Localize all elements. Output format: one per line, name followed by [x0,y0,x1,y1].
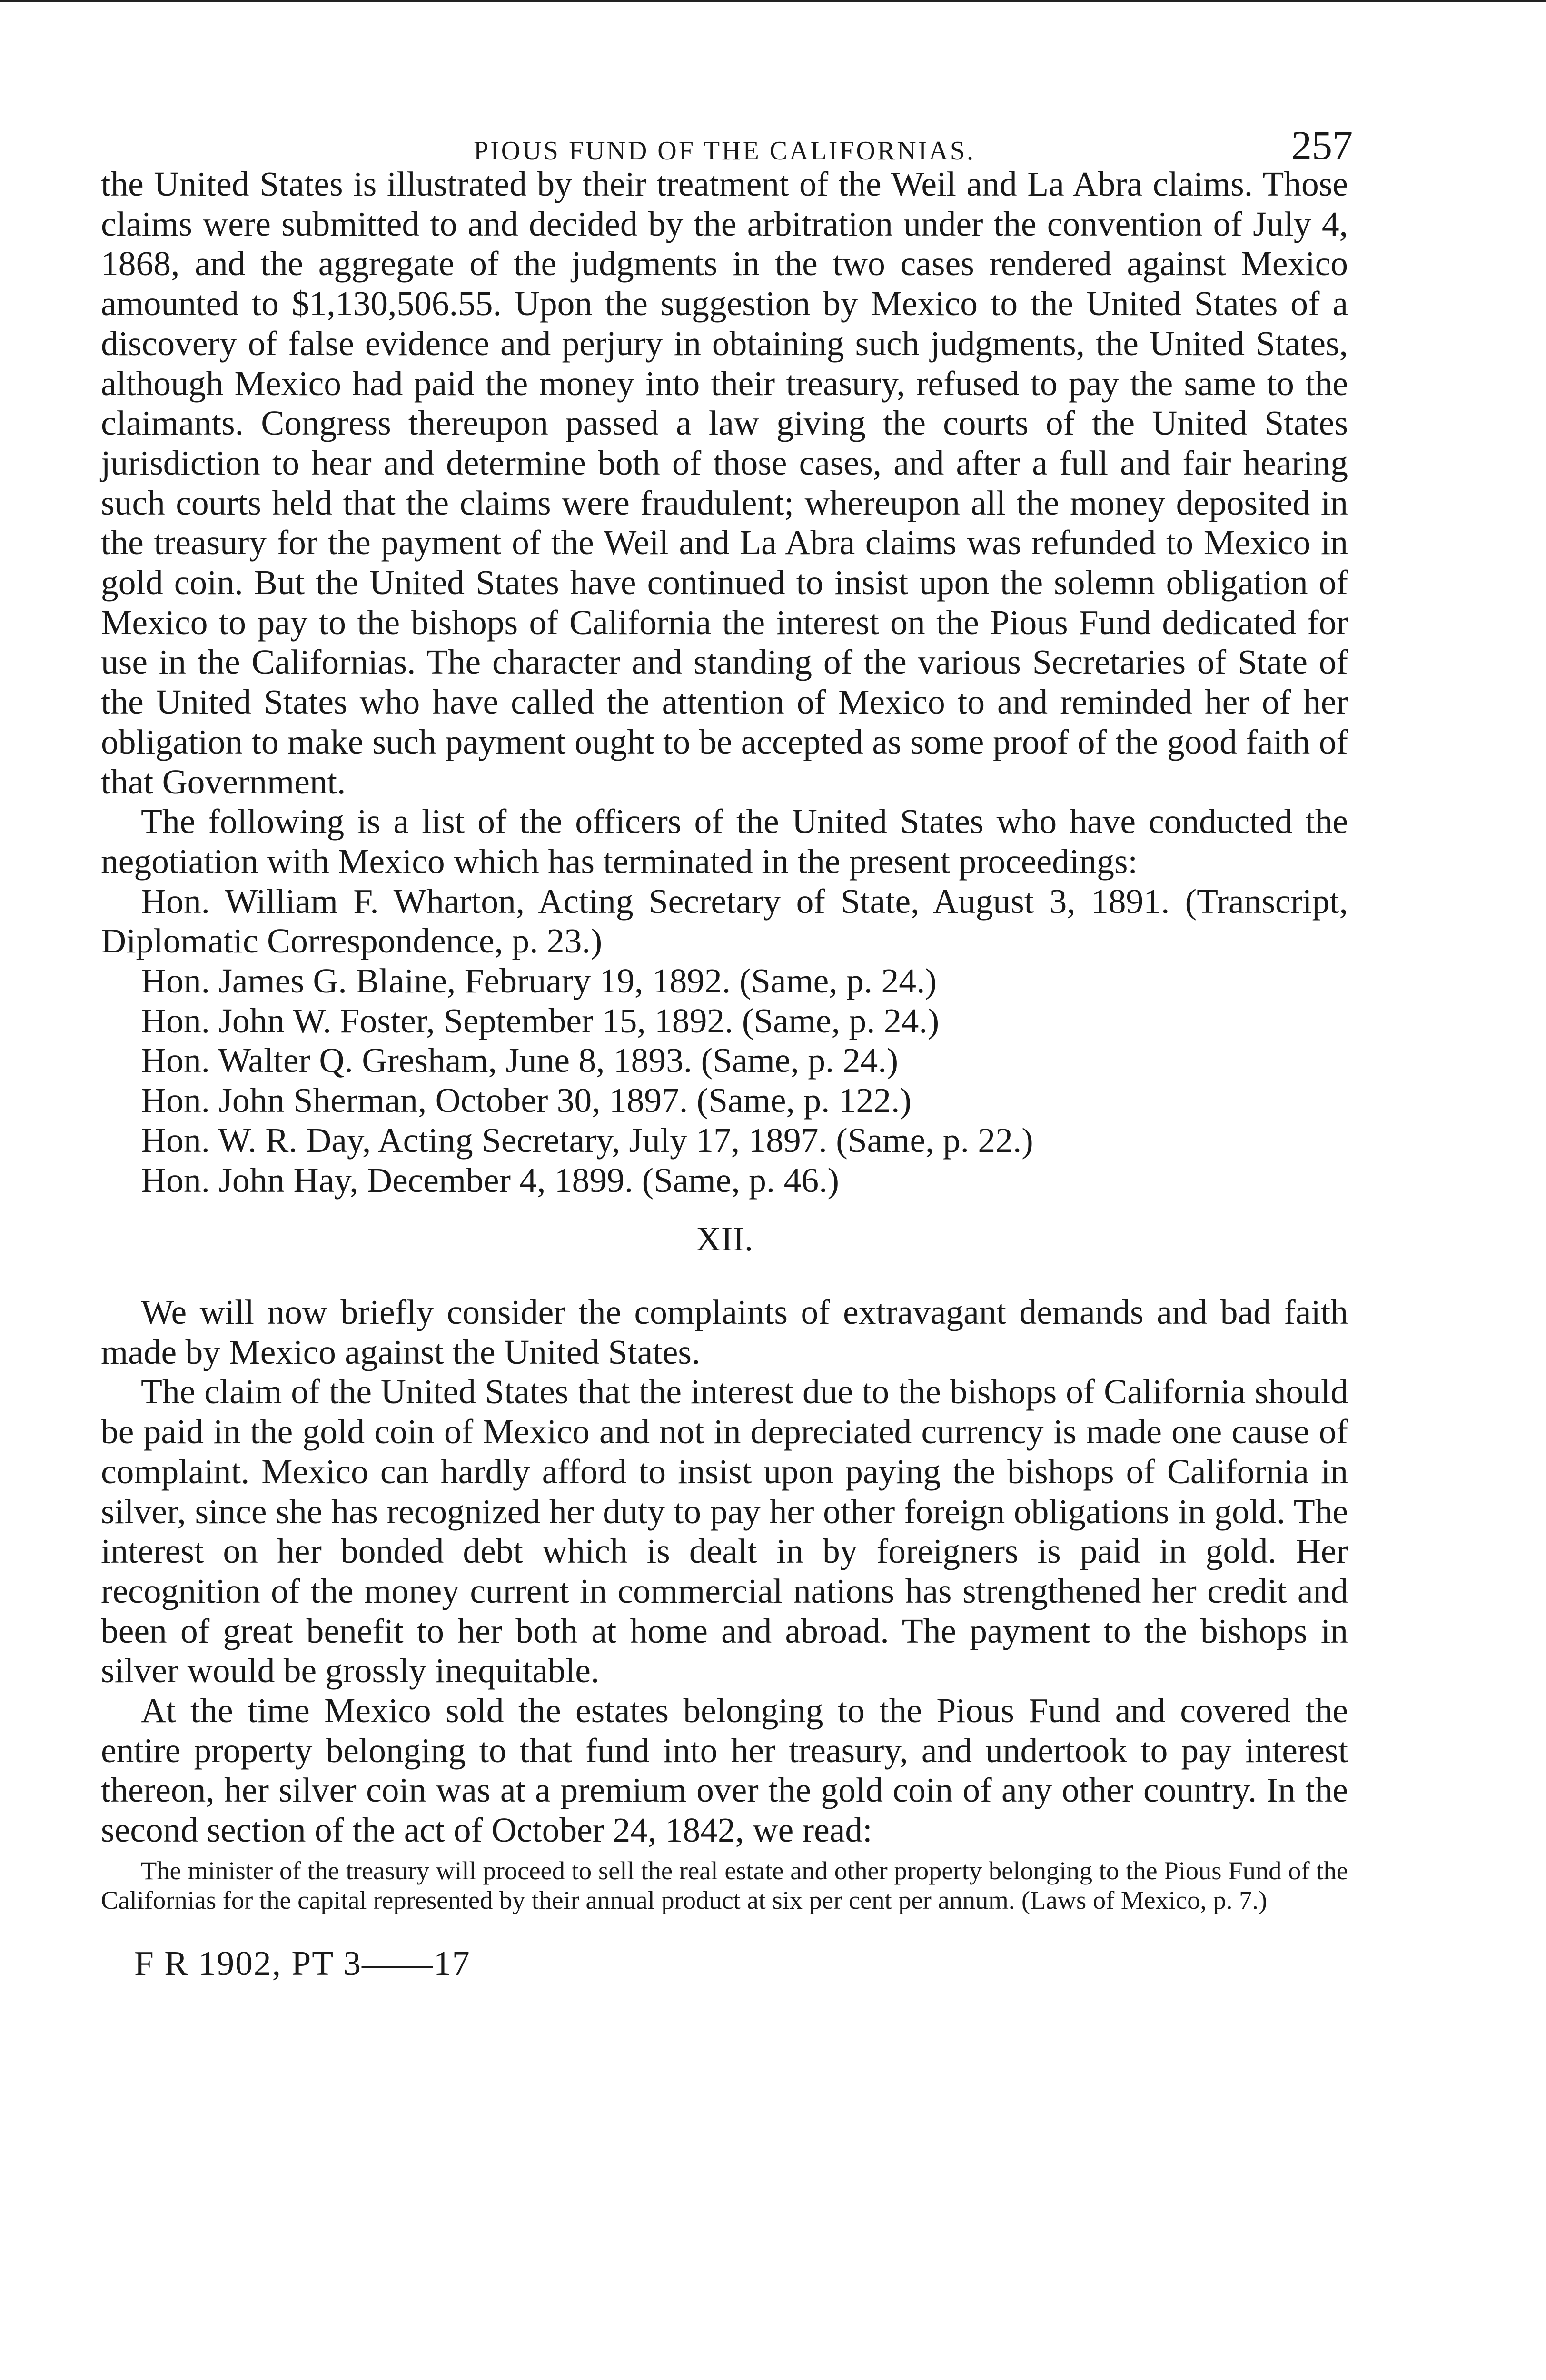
paragraph-weil-la-abra: the United States is illustrated by their treatment of the Weil and La Abra claims. Those claims were submitted to and decided by the arbitration under the convention of July 4, 1868, and the aggregate of the judgments in the two cases rendered against Mexico amounted to $1,130,506.55. Upon the suggestion by Mexico to the United States of a discovery of false evidence and perjury in obtaining such judgments, the United States, although Mexico had paid the money into their treasury, refused to pay the same to the claimants. Congress thereupon passed a law giving the courts of the United States jurisdiction to hear and determine both of those cases, and after a full and fair hearing such courts held that the claims were fraudulent; whereupon all the money deposited in the treasury for the payment of the Weil and La Abra claims was refunded to Mexico in gold coin. But the United States have continued to insist upon the solemn obligation of Mexico to pay to the bishops of California the interest on the Pious Fund dedicated for use in the Californias. The character and standing of the various Secretaries of State of the United States who have called the attention of Mexico to and reminded her of her obligation to make such payment ought to be accepted as some proof of the good faith of that Government. [101,165,1348,801]
officer-item: Hon. John W. Foster, September 15, 1892. (Same, p. 24.) [141,1001,940,1040]
paragraph-officers-intro: The following is a list of the officers of the United States who have conducted the negotiation with Mexico which has terminated in the present proceedings: [101,802,1348,881]
top-rule [0,0,1546,2]
paragraph-gold-coin: The claim of the United States that the interest due to the bishops of California should be paid in the gold coin of Mexico and not in depreciated currency is made one cause of complaint. Mexico can hardly afford to insist upon paying the bishops of California in silver, since she has recognized her duty to pay her other foreign obligations in gold. The interest on her bonded debt which is dealt in by foreigners is paid in gold. Her recognition of the money current in commercial nations has strengthened her credit and been of great benefit to her both at home and abroad. The payment to the bishops in silver would be grossly inequitable. [101,1372,1348,1690]
officer-item: Hon. W. R. Day, Acting Secretary, July 17, 1897. (Same, p. 22.) [141,1121,1033,1160]
running-title: PIOUS FUND OF THE CALIFORNIAS. [474,136,975,166]
page-number: 257 [1291,122,1353,168]
officer-item: Hon. John Hay, December 4, 1899. (Same, p. 46.) [141,1160,839,1200]
officer-item: Hon. William F. Wharton, Acting Secretary of State, August 3, 1891. (Transcript, Diplomatic Correspondence, p. 23.) [101,882,1348,961]
block-quote: The minister of the treasury will proceed to sell the real estate and other property belonging to the Pious Fund of the Californias for the capital represented by their annual product at six per cent per annum. (Laws of Mexico, p. 7.) [101,1855,1348,1914]
officer-item: Hon. Walter Q. Gresham, June 8, 1893. (Same, p. 24.) [141,1041,899,1080]
officer-item: Hon. James G. Blaine, February 19, 1892. (Same, p. 24.) [141,962,937,1001]
paragraph-complaints: We will now briefly consider the complaints of extravagant demands and bad faith made by Mexico against the United States. [101,1292,1348,1371]
signature-mark: F R 1902, PT 3——17 [134,1944,471,1983]
section-heading: XII. [695,1220,753,1259]
document-page [101,121,1353,1983]
page-header [101,121,1353,168]
body-text [101,164,1348,1850]
paragraph-act-1842: At the time Mexico sold the estates belonging to the Pious Fund and covered the entire property belonging to that fund into her treasury, and undertook to pay interest thereon, her silver coin was at a premium over the gold coin of any other country. In the second section of the act of October 24, 1842, we read: [101,1691,1348,1850]
officers-list [101,882,1348,1200]
officer-item: Hon. John Sherman, October 30, 1897. (Same, p. 122.) [141,1081,912,1120]
